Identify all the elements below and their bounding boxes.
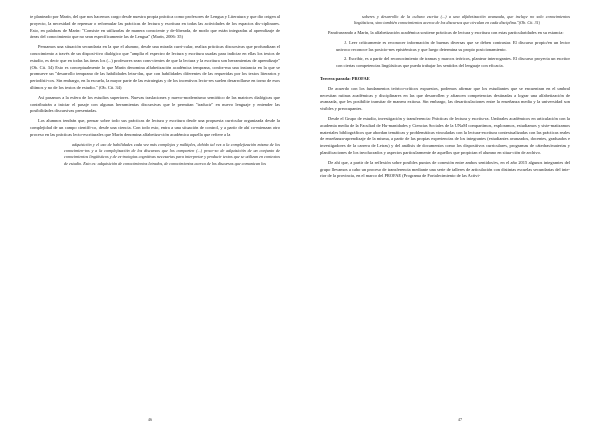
block-quote: adquisición y el uso de habilidades cada vez más complejas y múltiples, debido tal vez a la complejización misma de los conocimien-tos y a la complejización de los discursos que los comparten (...) proce-so de adquisición de un conjunto de conocimientos lingüísticos y de es-trategias cognitivas necesarias para interpretar y producir textos que se utilizan en contextos de estudio. Esto es: adquisición de conocimientos letrados, de conocimientos acerca de los discursos que comunican los (64, 141, 280, 166)
numbered-item-text: Escribir, es a partir del reconocimiento de tramas y marcos teóricos, plantear interrogantes. El discurso proyecta un escritor con ciertas competencias lingüísticas que pueda trabajar los sentidos del lenguaje con eficacia. (336, 56, 570, 69)
paragraph: Los alumnos tendrán que, pensar sobre todo sus prácticas de lectura y escritura desde una propuesta curricular organizada desde la complejidad de un campo científi-co, desde una ciencia. Con todo esto, entra a una situación de control, y a partir de ahí co-mienzan otro proceso en las prácticas lecto-escriturales que Marín denomina alfabetiza-ción académica aquella que refiere a la (30, 118, 280, 137)
page-right (300, 14, 600, 438)
paragraph: Pensamos una situación secundaria en la que el alumno, desde una mirada curri-cular, realiza prácticas discursivas que profundizan el conocimiento a través de un disposi-tivo dialógico que "amplía el espectro de lectura y escritura usadas para indiciar en ellas los textos de estudio, es decir que en todas las áreas los (...) profesores sean cons-cientes de que la lectura y la escritura son herramientas de aprendizaje"(Ob. Cit. 34) Esto es conceptualmente lo que Marín denomina alfabetización académica temprana, confor-ma una instancia en la que se promueve un "desarrollo temprano de las habilidades letra-das, que con habilidades diferentes de las requeridas por los textos literarios y periodísti-cos. Sin embargo, en la escuela, la mayor parte de las estrategias y de los incentivos lecto-res suelen desarrollarse en torno de esos últimos y no de los textos de estudio." (Ob. Cit. 34) (30, 44, 280, 90)
paragraph: Así pasamos a la esfera de los estudios superiores. Nuevas traslaciones y nuevo-modernismo semiótico de las matrices dialógicas que contribuirán a iniciar el pasaje con algunas herramientas discursivas que le permitan "traducir" en nuevo lenguaje y entender las posibilidades discursivas presentadas. (30, 94, 280, 114)
numbered-item (336, 56, 570, 70)
block-quote-continued: saberes y desarrollo de la cultura escrita (...) a una alfabetización avanzada, que incluye no solo conocimientos lingüísticos, sino también conocimientos acerca de los discursos que circulan en cada disciplina."(Ob. Cit. 31) (354, 14, 570, 26)
numbered-item-number: 1. (344, 39, 348, 45)
left-column-text (30, 14, 280, 167)
numbered-item-number: 2. (344, 56, 348, 62)
numbered-item (336, 40, 570, 54)
numbered-item-text: Leer críticamente es reconocer información de buenas diversas que se deben contrastar. El discurso propio/en un lector univoco reconoce las posicio-nes epistémicas y que luego determina su propio posicionamiento. (336, 39, 570, 52)
page-left (0, 14, 300, 438)
page-number-right: 47 (457, 417, 463, 422)
right-column-text (320, 14, 570, 180)
section-heading: Tercera parada: PROFAE (320, 75, 370, 81)
page-number-left: 46 (147, 417, 153, 422)
paragraph: te planteado por Marín, del que nos hacemos cargo desde nuestra propia práctica como profesores de Lengua y Literatura y que dio origen al proyecto, la necesidad de repensar o reformular las prácticas de lectura y escritura en todas las actividades de los espacios dis-ciplinares. Esto, en palabras de Marín: "Consiste en utilizarlas de manera consciente y de-liberada, de modo que están integradas al aprendizaje de áreas del conocimiento que no sean específicamente las de Lengua" (Marín, 2006: 35) (30, 14, 280, 40)
paragraph: Desde el Grupo de estudio, investigación y transferencia: Prácticas de lectura y escritu-ra. Umbrales académicos en articulación con la academia media de la Facultad de Hu-manidades y Ciencias Sociales de la UNaM compartimos, exploramos, estudiamos y siste-matizamos materiales bibliográficos que abordan temáticas y problemáticas vinculadas con la lectura-escritura contextualizadas con las prácticas reales de enseñanza-aprendizaje de la misma, a partir de las propias experiencias de los integrantes (estudiantes avanzados, docentes, graduados e investigadores de la carrera de Letras) y del análisis de documentos como los dispositivos curriculares, programas de cátedras/materias y planificaciones de los involucrados y aspectos particularmente de aquellos que propician el alumno en situa-ción de archivo. (320, 116, 570, 155)
paragraph: Parafraseando a Marín, la alfabetización académica sostiene prácticas de lectura y escritura con estas particularidades en su estancia: (328, 29, 564, 35)
paragraph: De acuerdo con los fundamentos teórico-críticos expuestos, podemos afirmar que los estudiantes que se encuentran en el umbral necesitan rutinas académicas y disciplinares en las que desarrollen y afiancen competencias destinadas a lograr una alfabetización de avanzada, que les posibilite transitar de manera exitosa. Sin embargo, las desarticulaciones entre la enseñanza media y la universidad son visibles y preocupantes. (320, 85, 570, 112)
paragraph: De ahí que, a partir de la reflexión sobre posibles puntos de conexión entre ambos sentidos/es, en el año 2015 algunos integrantes del grupo llevamos a cabo un proceso de transferencia mediante una serie de talleres de articulación con distintas escuelas secundarias del inte-rior de la provincia, en el marco del PROFAE (Programa de Fortalecimiento de las Activi- (320, 159, 570, 179)
